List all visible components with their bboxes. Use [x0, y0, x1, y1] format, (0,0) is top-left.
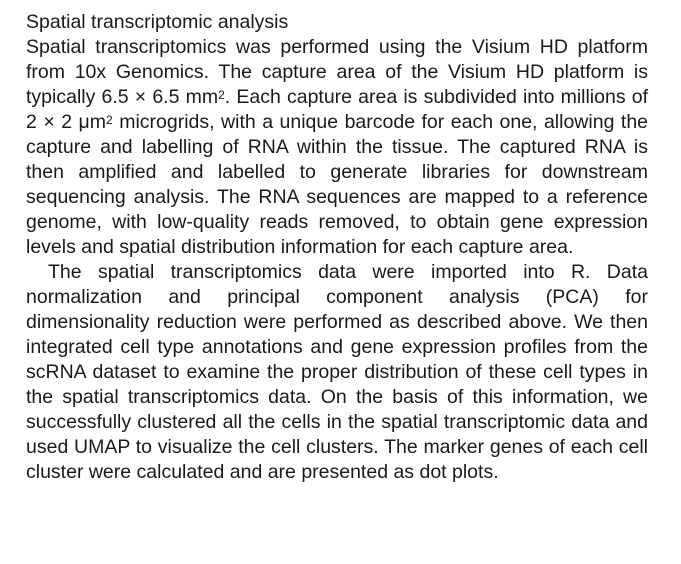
superscript-squared-2: 2 — [106, 112, 113, 127]
paragraph-1-text-a: Spatial transcriptomics was performed using the Visium HD platform from 10x Genomics. The capture area of the Visium HD platform is typically 6.5 × 6.5 mm — [26, 36, 648, 108]
paragraph-2: The spatial transcriptomics data were imported into R. Data normalization and principal component analysis (PCA) for dimensionality reduction were performed as described above. We then integrated cell type annotations and gene expression profiles from the scRNA dataset to examine the proper distribution of these cell types in the spatial transcriptomics data. On the basis of this information, we successfully clustered all the cells in the spatial transcriptomic data and used UMAP to visualize the cell clusters. The marker genes of each cell cluster were calculated and are presented as dot plots. — [26, 261, 648, 483]
superscript-squared-1: 2 — [218, 87, 225, 102]
section-heading: Spatial transcriptomic analysis — [26, 11, 289, 33]
paragraph-1-text-b: . Each capture area is subdivided into millions of 2 × 2 μm — [26, 86, 649, 133]
paragraph-1-text-c: microgrids, with a unique barcode for each one, allowing the capture and labelling of RNA within the tissue. The captured RNA is then amplified and labelled to generate libraries for downstream sequencing analysis. The RNA sequences are mapped to a reference genome, with low-quality reads removed, to obtain gene expression levels and spatial distribution information for each capture area. — [26, 111, 649, 258]
article-section — [26, 10, 648, 485]
paragraph-1 — [26, 35, 648, 260]
